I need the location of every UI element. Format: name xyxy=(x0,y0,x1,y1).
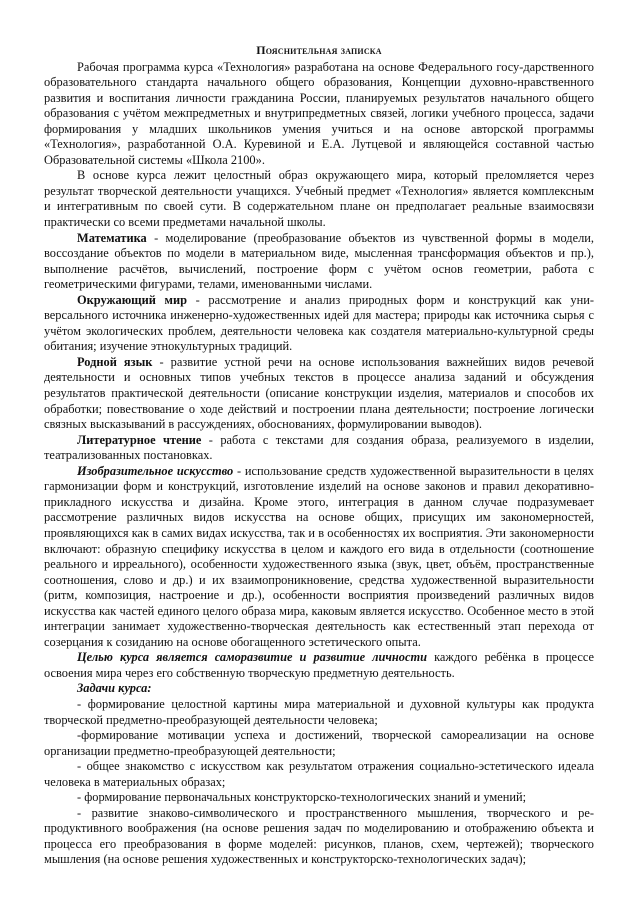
paragraph-text: - моделирование (преобразование объектов из чувственной формы в модели, воссоздание объектов по модели в материальном виде, мысленная трансформация объектов и пр.), выполнение расчётов, вычислений, построение форм с учётом основ геометрии, работа с геометрическими фигурами, телами, именованными числами. xyxy=(44,230,594,292)
paragraph-text: каждого ребёнка в процессе освоения мира через его собственную творческую предметную деятельность. xyxy=(44,650,594,680)
tasks-heading-label: Задачи курса: xyxy=(77,681,152,696)
task-item: -формирование мотивации успеха и достижений, творческой самореализации на основе организации предметно-преобразующей деятельности; xyxy=(44,728,594,758)
paragraph-course-basis xyxy=(44,168,594,230)
subject-label: Родной язык xyxy=(77,354,153,369)
task-item: - формирование первоначальных конструкторско-технологических знаний и умений; xyxy=(77,790,527,805)
paragraph-text: В основе курса лежит целостный образ окружающего мира, который преломляется через результат творческой деятельности учащихся. Учебный предмет «Технология» является комплексным и интегративным по своей сути. В содержательном плане он предполагает реальные взаимосвязи практически со всеми предметами начальной школы. xyxy=(44,168,594,230)
paragraph-mathematics xyxy=(44,231,594,293)
subject-label: Изобразительное искусство xyxy=(77,463,234,478)
paragraph-text: - развитие устной речи на основе использования важнейших видов речевой деятельности и основных типов учебных текстов в процессе анализа заданий и обсуждения результатов практической деятельности (описание конструкции изделия, материалов и способов их обработки; повествование о ходе действий и построении плана деятельности; построение логически связных высказываний в рассуждениях, обоснованиях, формулировании выводов). xyxy=(44,354,595,432)
paragraph-intro xyxy=(44,60,594,169)
paragraph-native-language xyxy=(44,355,594,433)
goal-label: Целью курса является саморазвитие и развитие личности xyxy=(77,650,428,665)
tasks-heading xyxy=(44,681,594,697)
subject-label: Окружающий мир xyxy=(77,292,188,307)
paragraph-world xyxy=(44,293,594,355)
paragraph-text: Рабочая программа курса «Технология» разработана на основе Федерального госу-дарственного образовательного стандарта начального общего образования, Концепции духовно-нравственного развития и воспитания личности гражданина России, планируемых результатов начального общего образования с учётом межпредметных и внутрипредметных связей, логики учебного процесса, задачи формирования у младших школьников умения учиться и на основе авторской программы «Технология», разработанной О.А. Куревиной и Е.А. Лутцевой и являющейся составной частью Образовательной системы «Школа 2100». xyxy=(44,59,594,167)
task-item: - развитие знаково-символического и пространственного мышления, творческого и ре-продуктивного воображения (на основе решения задач по моделированию и отображению объекта и процесса его преобразования в форме моделей: рисунков, планов, схем, чертежей); творческого мышления (на основе решения художественных и конструкторско-технологических задач); xyxy=(44,805,594,867)
subject-label: Математика xyxy=(77,230,147,245)
paragraph-fine-art xyxy=(44,464,594,651)
page-title: Пояснительная записка xyxy=(256,43,382,57)
paragraph-text: - рассмотрение и анализ природных форм и конструкций как уни-версального источника инженерно-художественных идей для мастера; природы как источника сырья с учётом экологических проблем, деятельности человека как создателя материально-культурной среды обитания; изучение этнокультурных традиций. xyxy=(44,292,594,354)
task-item: - общее знакомство с искусством как результатом отражения социально-эстетического идеала человека в материальных образах; xyxy=(44,759,594,789)
task-item: - формирование целостной картины мира материальной и духовной культуры как продукта творческой предметно-преобразующей деятельности человека; xyxy=(44,696,594,727)
subject-label: Литературное чтение xyxy=(77,432,202,447)
paragraph-course-goal xyxy=(44,650,594,681)
paragraph-text: - работа с текстами для создания образа, реализуемого в изделии, театрализованных постановках. xyxy=(44,432,594,463)
paragraph-text: - использование средств художественной выразительности в целях гармонизации форм и конструкций, изготовление изделий на основе законов и правил декоративно-прикладного искусства и дизайна. Кроме этого, интеграция в данном случае подразумевает рассмотрение различных видов искусства на основе общих, присущих им закономерностей, проявляющихся как в самих видах искусства, так и в особенностях их восприятия. Эти закономерности включают: образную специфику искусства в целом и каждого его вида в отдельности (соотношение реального и ирреального), особенности художественного языка (звук, цвет, объём, пространственные соотношения, слово и др.) и их взаимопроникновение, средства художественной выразительности (ритм, композиция, настроение и др.), особенности восприятия произведений различных видов искусства как частей единого целого образа мира, каковым является искусство. Особенное место в этой интеграции занимает художественно-творческая деятельность как естественный этап перехода от созерцания к созиданию на основе обогащенного эстетического опыта. xyxy=(44,463,594,649)
paragraph-literary-reading xyxy=(44,433,594,464)
